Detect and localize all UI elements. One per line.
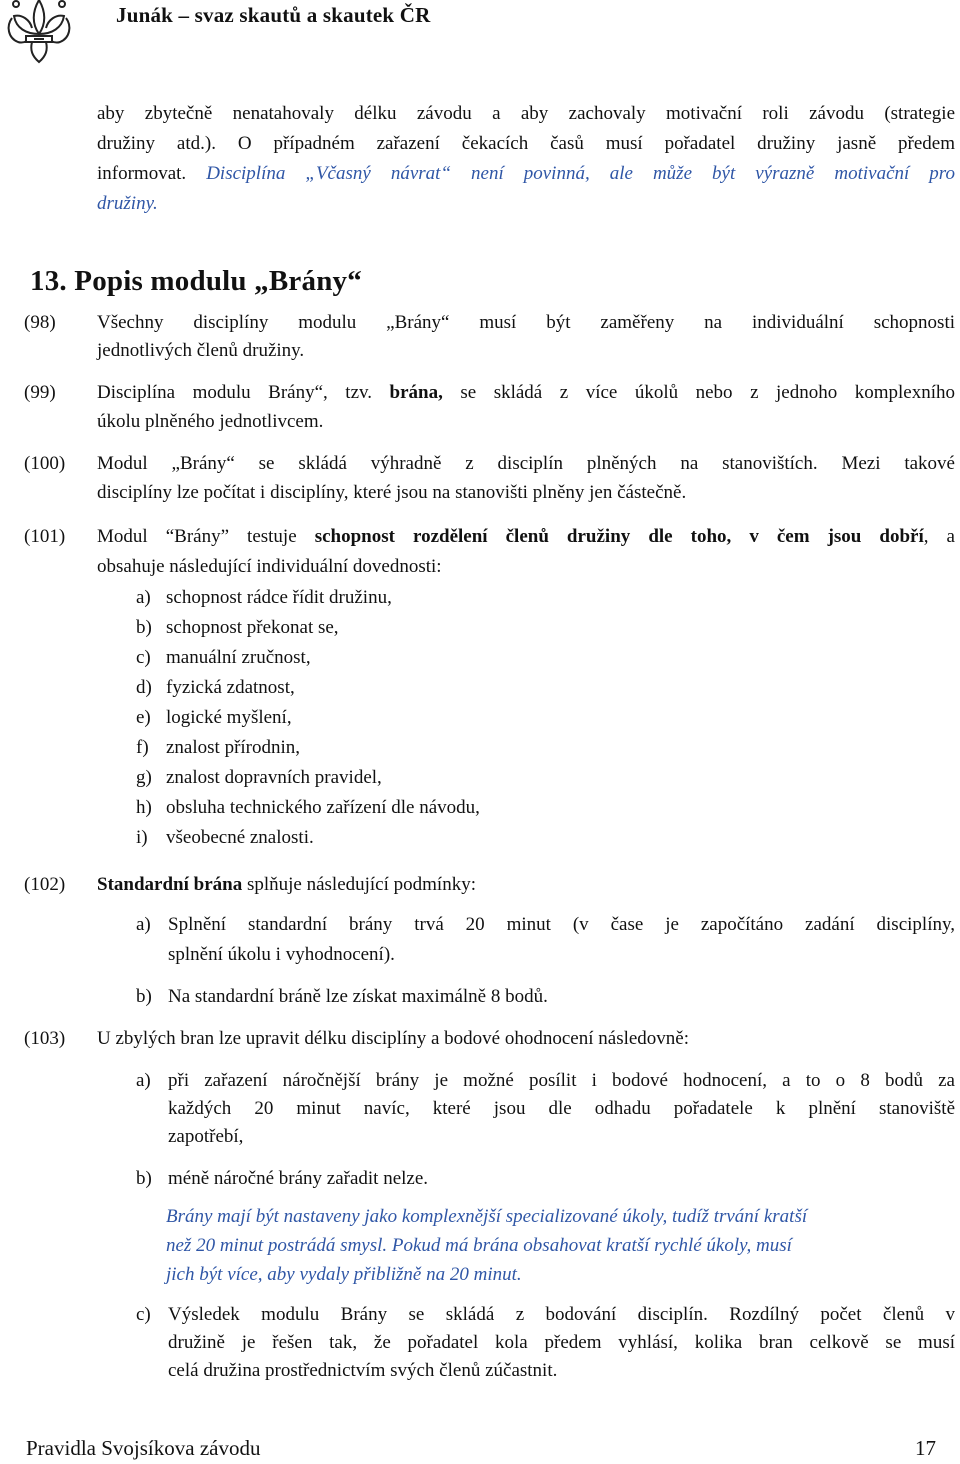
p103-a-letter: a): [136, 1070, 151, 1091]
p103-b-line-1: méně náročné brány zařadit nelze.: [168, 1168, 429, 1189]
p102-b-line-1: Na standardní bráně lze získat maximálně 8 bodů.: [168, 986, 548, 1007]
skill-item-text: znalost dopravních pravidel,: [166, 767, 382, 788]
skill-list-item: [136, 617, 339, 639]
p102-term: Standardní brána: [97, 874, 243, 895]
p99-line-2: úkolu plněného jednotlivcem.: [97, 411, 324, 432]
paragraph-number-100: (100): [24, 453, 66, 474]
skill-item-letter: b): [136, 617, 152, 638]
skill-list-item: [136, 647, 311, 669]
p99-line-1-c: se skládá z více úkolů nebo z jednoho komplexního: [442, 382, 955, 403]
p102-a-line-2: splnění úkolu i vyhodnocení).: [168, 944, 395, 965]
scout-lily-logo-icon: [2, 0, 76, 68]
p103-c-line-1: Výsledek modulu Brány se skládá z bodování disciplín. Rozdílný počet členů v: [168, 1304, 955, 1325]
p102-b-letter: b): [136, 986, 152, 1007]
p99-line-1: [97, 382, 955, 404]
p98-line-1: Všechny disciplíny modulu „Brány“ musí být zaměřeny na individuální schopnosti: [97, 312, 955, 333]
p101-line-1-bold: schopnost rozdělení členů družiny dle toho, v čem jsou dobří: [314, 526, 924, 547]
intro-line-3: [97, 163, 955, 185]
skill-item-text: všeobecné znalosti.: [166, 827, 314, 848]
skill-item-letter: f): [136, 737, 149, 758]
paragraph-number-102: (102): [24, 874, 66, 895]
skill-item-text: logické myšlení,: [166, 707, 292, 728]
p103-c-line-3: celá družina prostřednictvím svých členů zúčastnit.: [168, 1360, 558, 1381]
skill-list-item: [136, 797, 480, 819]
p103-note-line-2: než 20 minut postrádá smysl. Pokud má brána obsahovat kratší rychlé úkoly, musí: [166, 1235, 792, 1256]
skill-list-item: [136, 587, 392, 609]
intro-line-1: aby zbytečně nenatahovaly délku závodu a aby zachovaly motivační roli závodu (strategie: [97, 103, 955, 124]
skill-item-letter: g): [136, 767, 152, 788]
skill-item-letter: i): [136, 827, 148, 848]
p102-line-1: [97, 874, 476, 896]
skill-item-text: znalost přírodnin,: [166, 737, 301, 758]
intro-line-2: družiny atd.). O případném zařazení čekacích časů musí pořadatel družiny jasně předem: [97, 133, 955, 154]
p103-b-letter: b): [136, 1168, 152, 1189]
p103-note-line-3: jich být více, aby vydaly přibližně na 20 minut.: [166, 1264, 522, 1285]
p100-line-2: disciplíny lze počítat i disciplíny, které jsou na stanovišti plněny jen částečně.: [97, 482, 687, 503]
intro-line-4: družiny.: [97, 193, 158, 214]
paragraph-number-101: (101): [24, 526, 66, 547]
p103-line-1: U zbylých bran lze upravit délku disciplíny a bodové ohodnocení následovně:: [97, 1028, 690, 1049]
p101-line-1-a: Modul “Brány” testuje: [97, 526, 315, 547]
p102-line-1-c: splňuje následující podmínky:: [242, 874, 476, 895]
header-title: Junák – svaz skautů a skautek ČR: [116, 3, 431, 27]
skill-list-item: [136, 827, 314, 849]
p103-a-line-2: každých 20 minut navíc, které jsou dle odhadu pořadatele k plnění stanoviště: [168, 1098, 955, 1119]
p99-term-brana: brána,: [389, 382, 443, 403]
p103-c-line-2: družině je řešen tak, že pořadatel kola předem vyhlásí, kolika bran celkově se musí: [168, 1332, 955, 1353]
p101-line-2: obsahuje následující individuální dovednosti:: [97, 556, 442, 577]
p101-line-1-c: , a: [923, 526, 955, 547]
p102-a-letter: a): [136, 914, 151, 935]
p103-a-line-1: při zařazení náročnější brány je možné posílit i bodové hodnocení, a to o 8 bodů za: [168, 1070, 955, 1091]
skill-item-letter: d): [136, 677, 152, 698]
skill-item-text: fyzická zdatnost,: [166, 677, 295, 698]
p101-line-1: [97, 526, 955, 548]
intro-line-3-note: Disciplína „Včasný návrat“ není povinná, ale může být výrazně motivační pro: [206, 163, 955, 184]
skill-item-letter: c): [136, 647, 151, 668]
skill-item-text: schopnost rádce řídit družinu,: [166, 587, 392, 608]
paragraph-number-98: (98): [24, 312, 56, 333]
p100-line-1: Modul „Brány“ se skládá výhradně z disciplín plněných na stanovištích. Mezi takové: [97, 453, 955, 474]
footer-page-number: 17: [915, 1436, 936, 1460]
skill-item-text: schopnost překonat se,: [166, 617, 339, 638]
skill-item-letter: h): [136, 797, 152, 818]
skill-item-letter: e): [136, 707, 151, 728]
skill-item-letter: a): [136, 587, 151, 608]
p103-note-line-1: Brány mají být nastaveny jako komplexnější specializované úkoly, tudíž trvání kratší: [166, 1206, 808, 1227]
skill-list-item: [136, 737, 300, 759]
p98-line-2: jednotlivých členů družiny.: [97, 340, 305, 361]
section-heading: 13. Popis modulu „Brány“: [30, 265, 362, 297]
skill-item-text: obsluha technického zařízení dle návodu,: [166, 797, 480, 818]
intro-line-3-plain: informovat.: [97, 163, 207, 184]
skill-list-item: [136, 767, 382, 789]
skill-list-item: [136, 677, 295, 699]
footer-document-title: Pravidla Svojsíkova závodu: [26, 1436, 261, 1460]
p102-a-line-1: Splnění standardní brány trvá 20 minut (v čase je započítáno zadání disciplíny,: [168, 914, 955, 935]
p99-line-1-a: Disciplína modulu Brány“, tzv.: [97, 382, 390, 403]
skill-list-item: [136, 707, 292, 729]
p103-a-line-3: zapotřebí,: [168, 1126, 244, 1147]
skill-item-text: manuální zručnost,: [166, 647, 311, 668]
paragraph-number-99: (99): [24, 382, 56, 403]
p103-c-letter: c): [136, 1304, 151, 1325]
paragraph-number-103: (103): [24, 1028, 66, 1049]
